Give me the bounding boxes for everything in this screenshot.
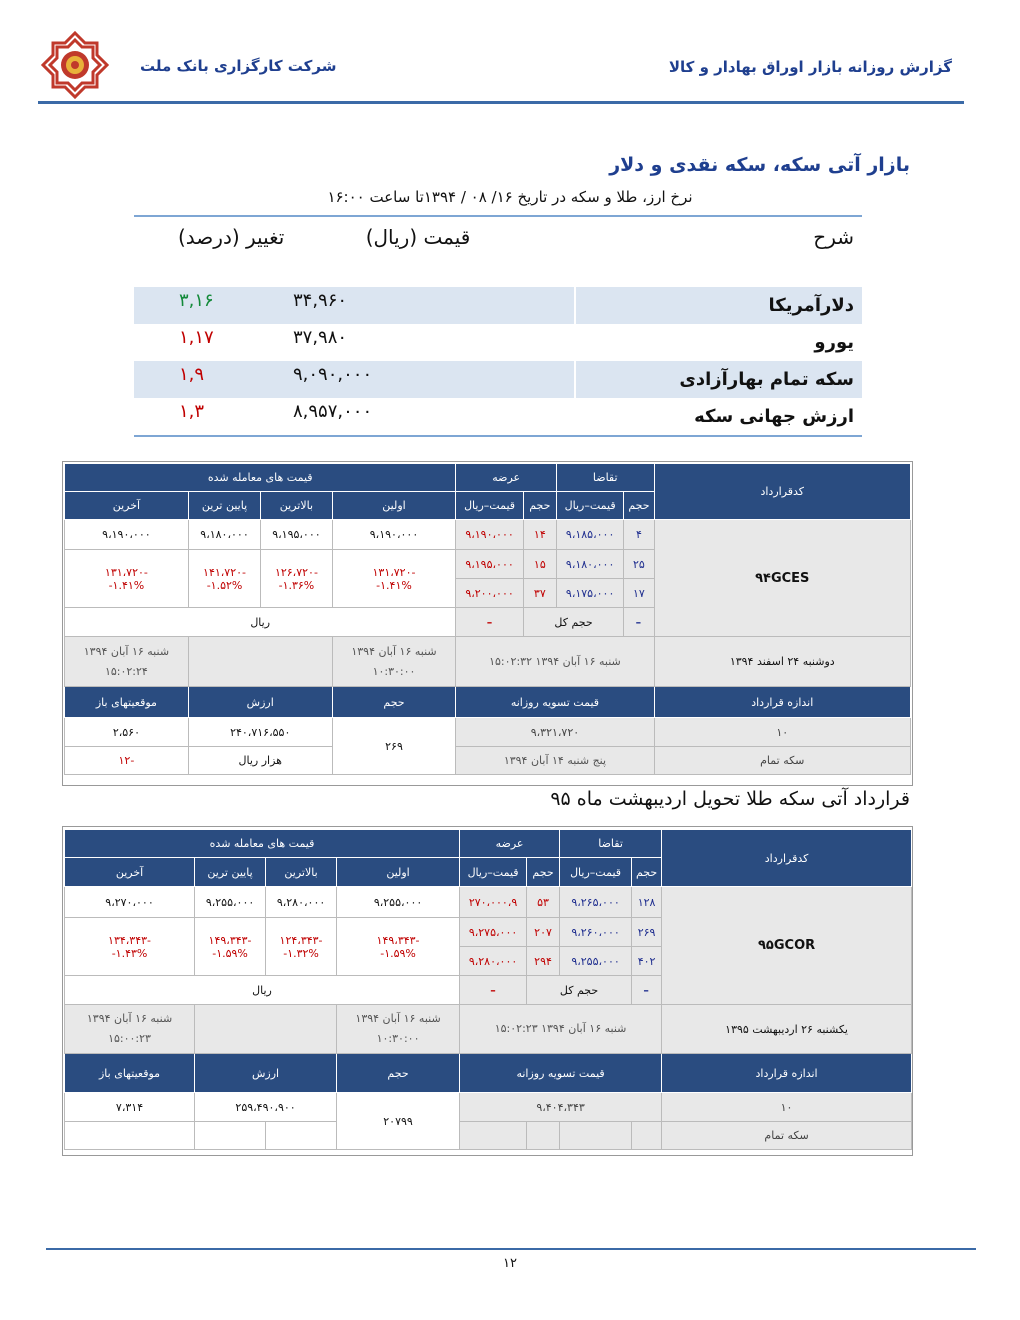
low-change-percent: ۱.۵۹%- [212,946,248,960]
bid-price: ۹،۱۸۵،۰۰۰ [556,520,623,550]
bid-total-volume: – [624,608,654,637]
last-change-value: -۱۳۴،۳۴۳ [108,933,152,947]
rate-change: ۳,۱۶ [134,287,293,324]
bid-volume: ۴ [624,520,654,550]
settlement-price: ۹،۳۲۱،۷۲۰ [456,718,654,747]
ask-total-volume: – [456,608,523,637]
high-price: ۹،۱۹۵،۰۰۰ [261,520,332,550]
last-trade-time [65,1005,195,1054]
ask-total-volume: – [460,976,527,1005]
ask-price: ۹،۲۷۵،۰۰۰ [460,918,527,947]
low-price: ۹،۲۵۵،۰۰۰ [195,887,266,918]
last-change-percent: ۱.۴۳%- [111,946,148,960]
bid-volume: ۲۶۹ [632,918,662,947]
quote-time: شنبه ۱۶ آبان ۱۳۹۴ ۱۵:۰۲:۲۳ [460,1005,662,1054]
high-change-value: -۱۲۶،۷۲۰ [274,565,318,579]
futures-table-2 [64,829,912,1150]
low-price-header: پایین ترین [188,492,260,520]
ask-volume: ۲۰۷ [527,918,560,947]
futures-table-1 [64,463,911,775]
empty-cell [188,637,332,687]
traded-prices-header: قیمت های معامله شده [65,464,456,492]
total-volume-label: حجم کل [527,976,632,1005]
ask-price-header: قیمت–ریال [460,858,527,887]
value-header: ارزش [188,687,332,718]
ask-volume: ۳۷ [523,579,556,608]
high-change [261,550,332,608]
high-change-percent: ۱.۳۲%- [283,946,319,960]
rate-price: ۳۷,۹۸۰ [293,327,348,348]
first-change [337,918,460,976]
empty-cell [527,1122,560,1150]
bid-volume-header: حجم [624,492,654,520]
bid-price: ۹،۲۶۰،۰۰۰ [560,918,632,947]
ask-volume: ۱۵ [523,550,556,579]
contract-size: ۱۰ [654,718,910,747]
ask-header: عرضه [456,464,557,492]
bank-mellat-logo [40,30,110,100]
open-positions-header: موقعیتهای باز [65,687,189,718]
last-price-header: آخرین [65,858,195,887]
rate-desc: دلارآمریکا [575,287,862,324]
contract-unit: سکه تمام [662,1122,912,1150]
empty-cell [65,1122,195,1150]
price-unit: ریال [65,976,460,1005]
trade-value: ۲۴۰،۷۱۶،۵۵۰ [188,718,332,747]
bid-price: ۹،۱۷۵،۰۰۰ [556,579,623,608]
rates-row [134,361,862,398]
rates-row [134,287,862,324]
first-price: ۹،۲۵۵،۰۰۰ [337,887,460,918]
rate-price: ۳۴,۹۶۰ [293,287,575,324]
last-trade-clock: ۱۵:۰۰:۲۳ [108,1032,151,1045]
open-positions: ۷،۳۱۴ [65,1093,195,1122]
first-trade-time [332,637,456,687]
bid-price-header: قیمت–ریال [556,492,623,520]
bid-volume: ۲۵ [624,550,654,579]
contract-size: ۱۰ [662,1093,912,1122]
bid-header: تقاضا [556,464,654,492]
contract-code: ۹۴GCES [654,520,910,637]
empty-cell [195,1005,337,1054]
bid-header: تقاضا [560,830,662,858]
ask-price: ۹،۲۸۰،۰۰۰ [460,947,527,976]
quote-time: شنبه ۱۶ آبان ۱۳۹۴ ۱۵:۰۲:۳۲ [456,637,654,687]
last-change [65,550,189,608]
ask-price: ۹،۱۹۰،۰۰۰ [456,520,523,550]
first-trade-time [337,1005,460,1054]
rates-header-row [134,216,862,269]
first-trade-date: شنبه ۱۶ آبان ۱۳۹۴ [355,1012,441,1025]
settlement-date: پنج شنبه ۱۴ آبان ۱۳۹۴ [456,747,654,775]
open-positions-header: موقعیتهای باز [65,1054,195,1093]
high-price-header: بالاترین [266,858,337,887]
low-change-value: -۱۴۱،۷۲۰ [203,565,247,579]
bid-price: ۹،۱۸۰،۰۰۰ [556,550,623,579]
rate-price: ۹,۰۹۰,۰۰۰ [293,361,575,398]
bid-price-header: قیمت–ریال [560,858,632,887]
ask-price: ۲۷۰،۰۰۰،۹ [460,887,527,918]
low-price: ۹،۱۸۰،۰۰۰ [188,520,260,550]
first-trade-clock: ۱۰:۳۰:۰۰ [372,664,416,678]
ask-volume: ۵۳ [527,887,560,918]
rate-desc: یورو [814,332,854,353]
maturity-date: یکشنبه ۲۶ اردیبهشت ۱۳۹۵ [662,1005,912,1054]
first-trade-date: شنبه ۱۶ آبان ۱۳۹۴ [351,644,437,658]
price-unit: ریال [65,608,456,637]
rates-row [134,398,862,436]
contract-code-header: کدقرارداد [662,830,912,887]
rates-header-price: قیمت (ریال) [293,216,575,269]
high-price: ۹،۲۸۰،۰۰۰ [266,887,337,918]
rate-price: ۸,۹۵۷,۰۰۰ [293,398,575,436]
bid-total-volume: – [632,976,662,1005]
ask-price: ۹،۲۰۰،۰۰۰ [456,579,523,608]
last-trade-time [65,637,189,687]
contract-size-header: اندازه قرارداد [662,1054,912,1093]
bid-volume: ۱۷ [624,579,654,608]
low-change [195,918,266,976]
value-header: ارزش [195,1054,337,1093]
traded-prices-header: قیمت های معامله شده [65,830,460,858]
settlement-header: قیمت تسویه روزانه [460,1054,662,1093]
bid-volume: ۴۰۲ [632,947,662,976]
contract-unit: سکه تمام [654,747,910,775]
high-change-value: -۱۲۴،۳۴۳ [279,933,323,947]
last-trade-clock: ۱۵:۰۲:۲۴ [104,664,148,678]
total-volume-label: حجم کل [523,608,624,637]
open-positions-change: -۱۲ [65,747,189,775]
first-price-header: اولین [332,492,456,520]
ask-volume-header: حجم [527,858,560,887]
contract-size-header: اندازه قرارداد [654,687,910,718]
contract-code-header: کدقرارداد [654,464,910,520]
last-trade-date: شنبه ۱۶ آبان ۱۳۹۴ [83,644,170,658]
first-price: ۹،۱۹۰،۰۰۰ [332,520,456,550]
first-change-percent: ۱.۵۹%- [380,946,416,960]
first-change-value: -۱۳۱،۷۲۰ [372,565,416,579]
last-price: ۹،۲۷۰،۰۰۰ [65,887,195,918]
high-change [266,918,337,976]
maturity-date: دوشنبه ۲۴ اسفند ۱۳۹۴ [654,637,910,687]
last-change [65,918,195,976]
rate-desc: سکه تمام بهارآزادی [575,361,862,398]
open-positions: ۲،۵۶۰ [65,718,189,747]
rate-change: ۱,۹ [134,361,293,398]
last-change-percent: ۱.۴۱%- [108,578,145,592]
bid-price: ۹،۲۵۵،۰۰۰ [560,947,632,976]
rates-table [134,215,862,437]
low-change [188,550,260,608]
ask-volume: ۲۹۴ [527,947,560,976]
rate-change: ۱,۱۷ [179,327,214,348]
bid-price: ۹،۲۶۵،۰۰۰ [560,887,632,918]
ask-volume-header: حجم [523,492,556,520]
section-title: بازار آتی سکه، سکه نقدی و دلار [609,154,910,176]
footer-divider [46,1248,976,1250]
ask-price-header: قیمت–ریال [456,492,523,520]
low-change-value: -۱۴۹،۳۴۳ [208,933,252,947]
ask-header: عرضه [460,830,560,858]
rates-caption: نرخ ارز، طلا و سکه در تاریخ ۱۶/ ۰۸ / ۱۳۹۴تا ساعت ۱۶:۰۰ [327,188,693,206]
first-change-percent: ۱.۴۱%- [376,578,412,592]
ask-volume: ۱۴ [523,520,556,550]
low-change-percent: ۱.۵۲%- [206,578,243,592]
empty-cell [632,1122,662,1150]
last-price-header: آخرین [65,492,189,520]
trade-volume: ۲۶۹ [332,718,456,775]
rates-header-change: تغییر (درصد) [134,216,293,269]
value-unit: هزار ریال [188,747,332,775]
page-number: ۱۲ [503,1256,517,1271]
trade-value: ۲۵۹،۴۹۰،۹۰۰ [195,1093,337,1122]
bid-volume-header: حجم [632,858,662,887]
rates-row [134,324,862,361]
rate-change: ۱,۳ [134,398,293,436]
empty-cell [460,1122,527,1150]
report-title: گزارش روزانه بازار اوراق بهادار و کالا [668,58,952,76]
empty-cell [560,1122,632,1150]
first-change [332,550,456,608]
broker-name: شرکت کارگزاری بانک ملت [140,57,337,75]
ask-price: ۹،۱۹۵،۰۰۰ [456,550,523,579]
contract-title: قرارداد آتی سکه طلا تحویل اردیبهشت ماه ۹۵ [550,788,910,810]
high-price-header: بالاترین [261,492,332,520]
contract-code: ۹۵GCOR [662,887,912,1005]
volume-header: حجم [337,1054,460,1093]
first-price-header: اولین [337,858,460,887]
trade-volume: ۲۰۷۹۹ [337,1093,460,1150]
settlement-header: قیمت تسویه روزانه [456,687,654,718]
last-price: ۹،۱۹۰،۰۰۰ [65,520,189,550]
empty-cell [266,1122,337,1150]
empty-cell [195,1122,266,1150]
rates-header-desc: شرح [575,216,862,269]
volume-header: حجم [332,687,456,718]
rate-desc: ارزش جهانی سکه [575,398,862,436]
last-change-value: -۱۳۱،۷۲۰ [104,565,148,579]
header-divider [38,101,964,104]
first-trade-clock: ۱۰:۳۰:۰۰ [376,1032,420,1045]
first-change-value: -۱۴۹،۳۴۳ [376,933,420,947]
last-trade-date: شنبه ۱۶ آبان ۱۳۹۴ [86,1012,173,1025]
low-price-header: پایین ترین [195,858,266,887]
bid-volume: ۱۲۸ [632,887,662,918]
settlement-price: ۹،۴۰۴،۳۴۳ [460,1093,662,1122]
high-change-percent: ۱.۳۶%- [278,578,315,592]
